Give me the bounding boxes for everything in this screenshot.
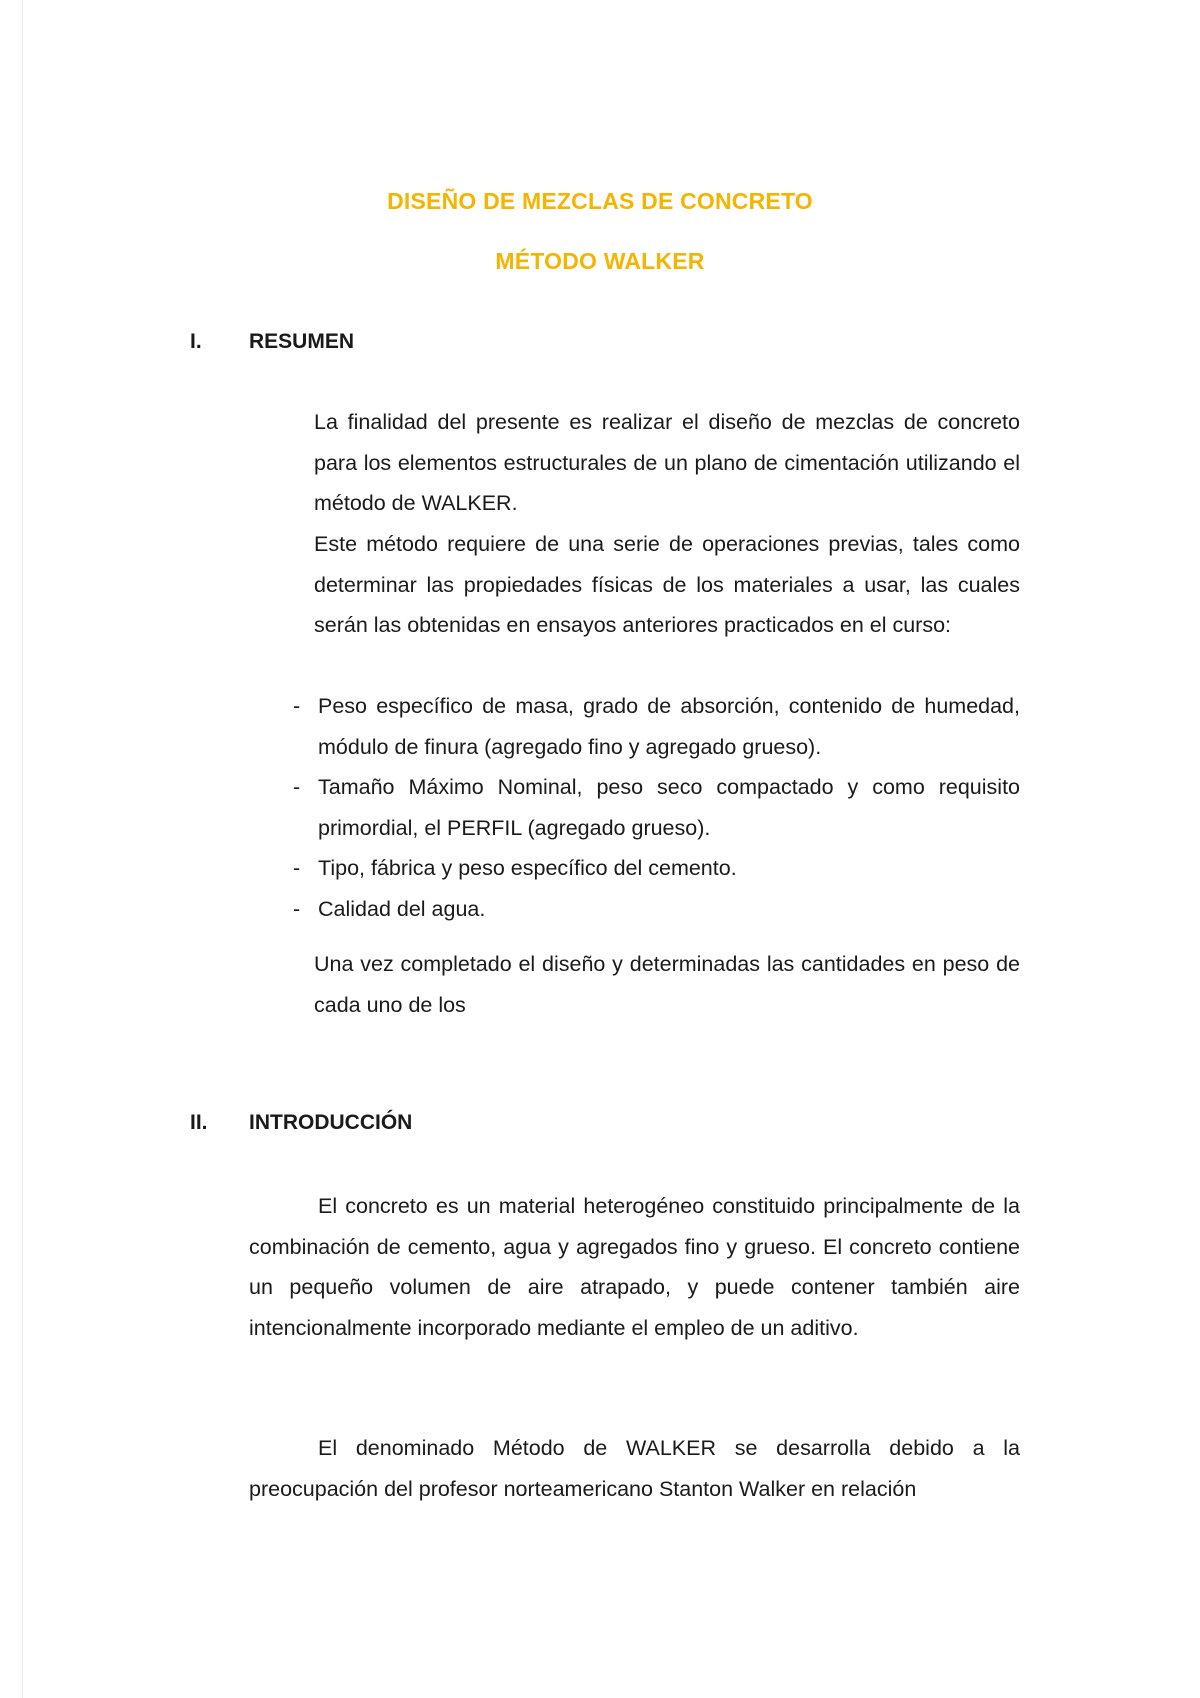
list-item bbox=[293, 889, 1020, 930]
list-item-text: Tipo, fábrica y peso específico del cemento. bbox=[318, 856, 737, 881]
resumen-paragraph-3: Una vez completado el diseño y determinadas las cantidades en peso de cada uno de los bbox=[314, 952, 1020, 1017]
list-item-text: Calidad del agua. bbox=[318, 896, 486, 921]
document-title: DISEÑO DE MEZCLAS DE CONCRETO bbox=[387, 188, 813, 214]
list-item bbox=[293, 686, 1020, 767]
list-item bbox=[293, 767, 1020, 848]
list-bullet: - bbox=[293, 856, 301, 881]
document-subtitle: MÉTODO WALKER bbox=[495, 248, 705, 274]
introduccion-paragraph-1: El concreto es un material heterogéneo constituido principalmente de la combinación de cemento, agua y agregados fino y grueso. El concreto contiene un pequeño volumen de aire atrapado, y puede contener también aire intencionalmente incorporado mediante el empleo de un aditivo. bbox=[249, 1194, 1020, 1340]
requirements-list bbox=[293, 686, 1020, 930]
list-bullet: - bbox=[293, 775, 301, 800]
list-bullet: - bbox=[293, 896, 301, 921]
list-item-text: Tamaño Máximo Nominal, peso seco compactado y como requisito primordial, el PERFIL (agregado grueso). bbox=[318, 775, 1020, 840]
resumen-paragraph-1: La finalidad del presente es realizar el diseño de mezclas de concreto para los elementos estructurales de un plano de cimentación utilizando el método de WALKER. bbox=[314, 410, 1020, 516]
section-number-1: I. bbox=[190, 330, 202, 353]
list-item-text: Peso específico de masa, grado de absorción, contenido de humedad, módulo de finura (agregado fino y agregado grueso). bbox=[318, 694, 1020, 759]
resumen-paragraph-2: Este método requiere de una serie de operaciones previas, tales como determinar las propiedades físicas de los materiales a usar, las cuales serán las obtenidas en ensayos anteriores practicados en el curso: bbox=[314, 532, 1020, 638]
section-heading-resumen: RESUMEN bbox=[249, 330, 355, 353]
section-heading-introduccion: INTRODUCCIÓN bbox=[249, 1111, 413, 1134]
list-item bbox=[293, 848, 1020, 889]
introduccion-paragraph-2: El denominado Método de WALKER se desarrolla debido a la preocupación del profesor norteamericano Stanton Walker en relación bbox=[249, 1436, 1020, 1501]
list-bullet: - bbox=[293, 694, 301, 718]
section-number-2: II. bbox=[190, 1111, 208, 1134]
